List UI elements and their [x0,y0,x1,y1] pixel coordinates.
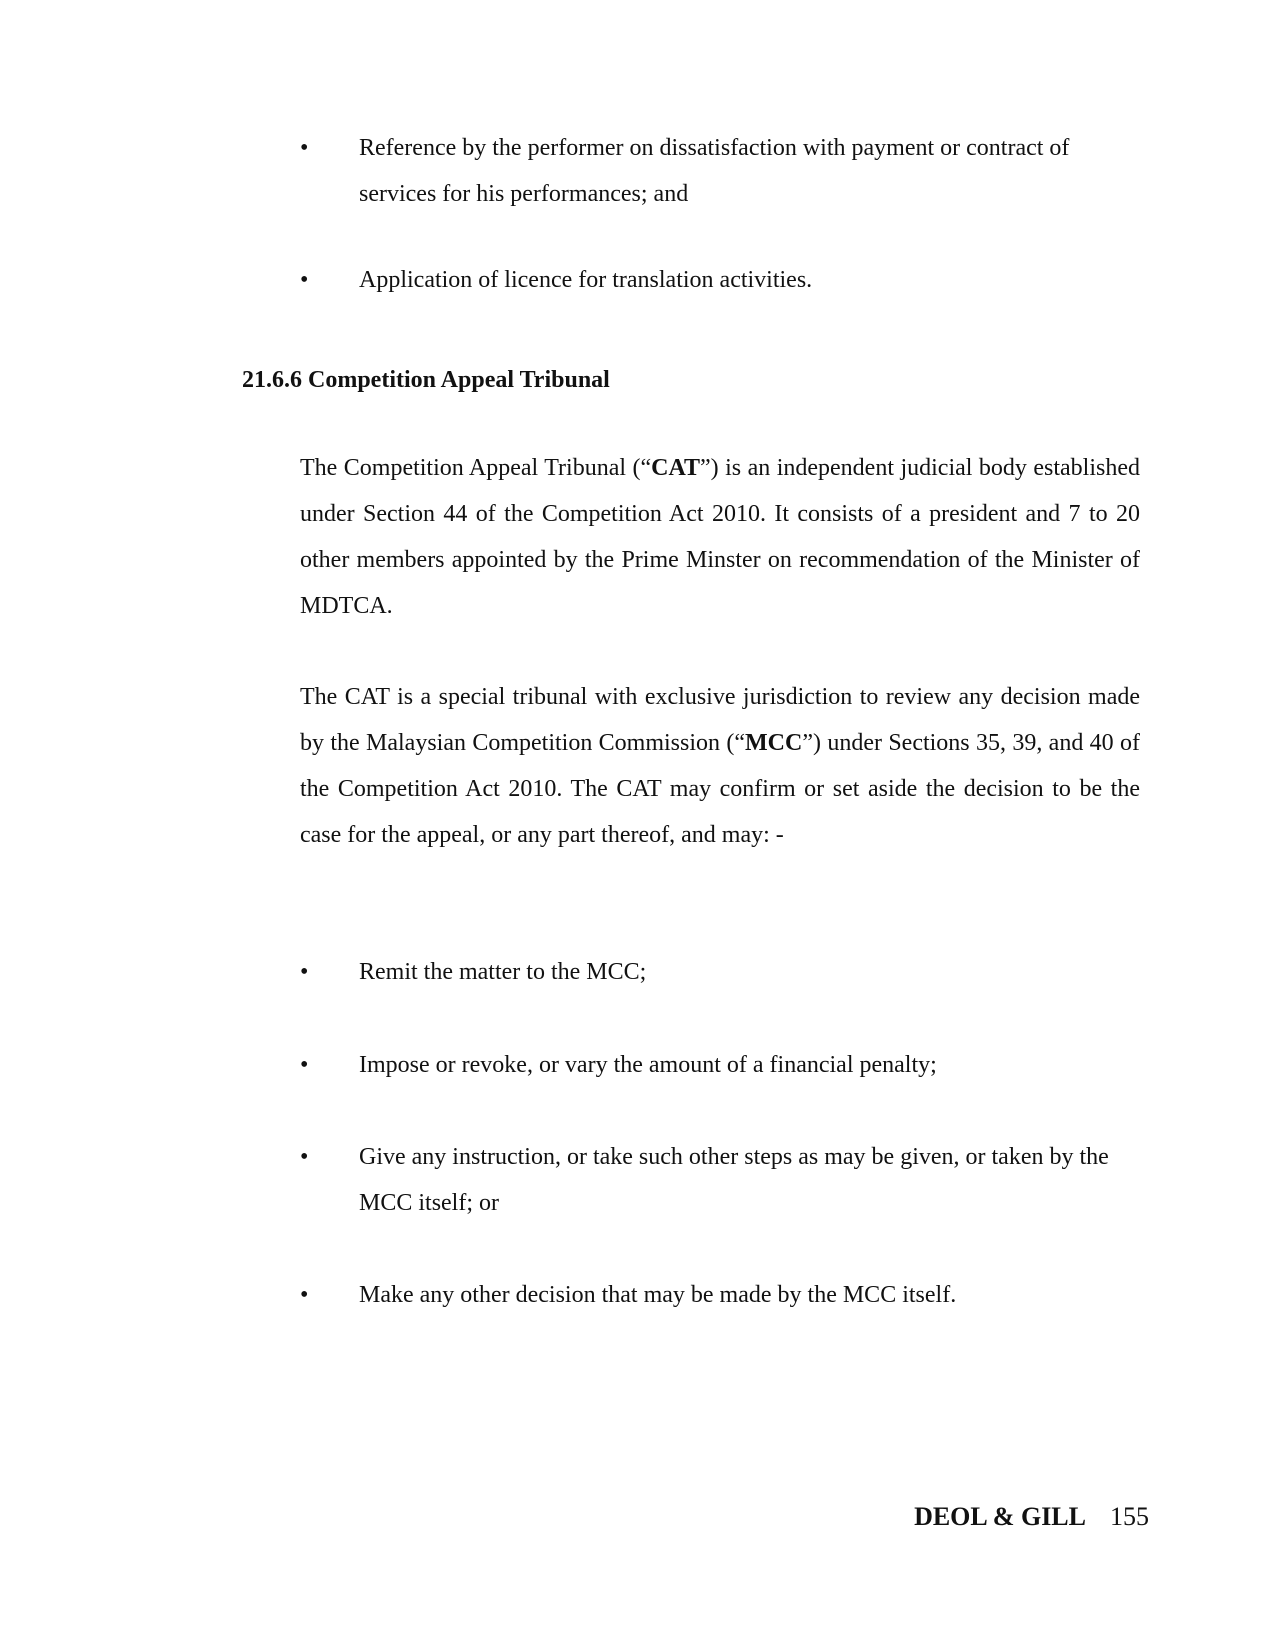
list-item [300,949,1140,995]
bullet-icon: • [300,267,309,293]
firm-name: DEOL & GILL [914,1502,1086,1531]
bullet-icon: • [300,135,309,161]
list-item [300,257,1140,303]
paragraph-text: ”) is an independent judicial body established under Section 44 of the Competition Act 2010. It consists of a president and 7 to 20 other members appointed by the Prime Minster on recommendation of the Minister of MDTCA. [300,455,1140,619]
list-item [300,1134,1140,1226]
list-item-text: Reference by the performer on dissatisfaction with payment or contract of services for his performances; and [359,135,1070,207]
defined-term: MCC [745,730,803,756]
page-number: 155 [1110,1502,1149,1531]
bullet-icon: • [300,1052,309,1078]
bullet-icon: • [300,959,309,985]
bullet-icon: • [300,1144,309,1170]
list-item-text: Make any other decision that may be made by the MCC itself. [359,1282,957,1308]
defined-term: CAT [651,455,701,481]
list-item [300,1272,1140,1318]
list-item-text: Give any instruction, or take such other steps as may be given, or taken by the MCC itself; or [359,1144,1109,1216]
paragraph-text: The Competition Appeal Tribunal (“ [300,455,652,481]
bullet-icon: • [300,1282,309,1308]
list-item-text: Remit the matter to the MCC; [359,959,647,985]
list-item-text: Impose or revoke, or vary the amount of a financial penalty; [359,1052,937,1078]
paragraph [300,674,1140,858]
paragraph [300,445,1140,629]
page-footer [914,1500,1149,1534]
section-heading: 21.6.6 Competition Appeal Tribunal [242,367,610,393]
list-item-text: Application of licence for translation activities. [359,267,813,293]
paragraph-text: The CAT is a special tribunal with exclusive jurisdiction to review any decision made by the Malaysian Competition Commission (“ [300,684,1140,756]
list-item [300,1042,1140,1088]
paragraph-text: ”) under Sections 35, 39, and 40 of the Competition Act 2010. The CAT may confirm or set aside the decision to be the case for the appeal, or any part thereof, and may: - [300,730,1141,848]
list-item [300,125,1140,217]
